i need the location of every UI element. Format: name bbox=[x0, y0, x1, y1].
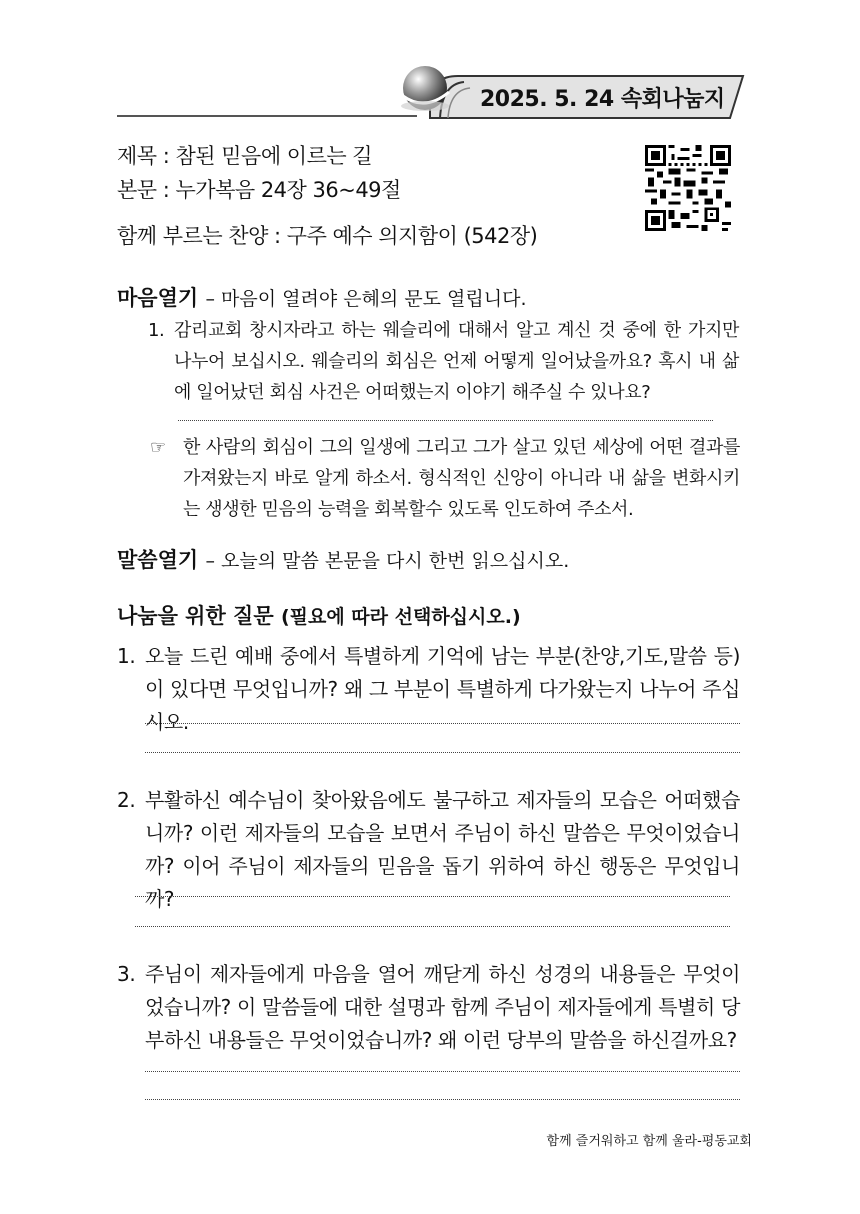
answer-line bbox=[135, 926, 730, 927]
word-heading-label: 말씀열기 bbox=[117, 548, 199, 572]
qr-code-icon bbox=[645, 145, 731, 231]
question-number: 1. bbox=[117, 644, 136, 668]
page-title: 2025. 5. 24 속회나눔지 bbox=[480, 87, 725, 112]
answer-line bbox=[145, 752, 740, 753]
sharing-subtitle: (필요에 따라 선택하십시오.) bbox=[280, 606, 521, 628]
question-text: 부활하신 예수님이 찾아왔음에도 불구하고 제자들의 모습은 어떠했습니까? 이런 제자들의 모습을 보면서 주님이 하신 말씀은 무엇이었습니까? 이어 주님이 제자들의 믿음을 돕기 위하여 하신 행동은 무엇입니까? bbox=[145, 788, 740, 911]
hymn-line: 함께 부르는 찬양 : 구주 예수 의지함이 (542장) bbox=[117, 224, 538, 248]
sharing-heading bbox=[117, 600, 521, 630]
question-number: 2. bbox=[117, 788, 136, 812]
question-number: 3. bbox=[117, 962, 136, 986]
header-rule bbox=[117, 115, 417, 117]
opening-heading bbox=[117, 282, 527, 312]
prayer-note: 한 사람의 회심이 그의 일생에 그리고 그가 살고 있던 세상에 어떤 결과를 가져왔는지 바로 알게 하소서. 형식적인 신앙이 아니라 내 삶을 변화시키는 생생한 믿음의 능력을 회복할수 있도록 인도하여 주소서. bbox=[183, 437, 740, 520]
sermon-title: 제목 : 참된 믿음에 이르는 길 bbox=[117, 144, 373, 168]
answer-line bbox=[135, 896, 730, 897]
opening-item-text: 감리교회 창시자라고 하는 웨슬리에 대해서 알고 계신 것 중에 한 가지만 나누어 보십시오. 웨슬리의 회심은 언제 어떻게 일어났을까요? 혹시 내 삶에 일어났던 회심 사건은 어떠했는지 이야기 해주실 수 있나요? bbox=[174, 320, 739, 403]
footer-text: 함께 즐거워하고 함께 울라-평동교회 bbox=[546, 1134, 752, 1149]
opening-subtitle: – 마음이 열려야 은혜의 문도 열립니다. bbox=[205, 288, 527, 310]
word-heading bbox=[117, 544, 569, 574]
word-subtitle: – 오늘의 말씀 본문을 다시 한번 읽으십시오. bbox=[205, 550, 570, 572]
sharing-heading-label: 나눔을 위한 질문 bbox=[117, 604, 274, 628]
answer-line bbox=[145, 1071, 740, 1072]
question-text: 주님이 제자들에게 마음을 열어 깨닫게 하신 성경의 내용들은 무엇이었습니까? 이 말씀들에 대한 설명과 함께 주님이 제자들에게 특별히 당부하신 내용들은 무엇이었습니까? 왜 이런 당부의 말씀을 하신걸까요? bbox=[145, 962, 740, 1052]
opening-item-number: 1. bbox=[148, 320, 165, 341]
pointing-hand-icon: ☞ bbox=[150, 437, 166, 458]
answer-line bbox=[145, 723, 740, 724]
sphere-logo-icon bbox=[395, 62, 455, 122]
question-text: 오늘 드린 예배 중에서 특별하게 기억에 남는 부분(찬양,기도,말씀 등)이 있다면 무엇입니까? 왜 그 부분이 특별하게 다가왔는지 나누어 주십시오. bbox=[145, 644, 740, 734]
answer-line bbox=[145, 1099, 740, 1100]
sermon-text: 본문 : 누가복음 24장 36~49절 bbox=[117, 178, 401, 202]
opening-heading-label: 마음열기 bbox=[117, 286, 199, 310]
answer-line bbox=[178, 420, 713, 421]
